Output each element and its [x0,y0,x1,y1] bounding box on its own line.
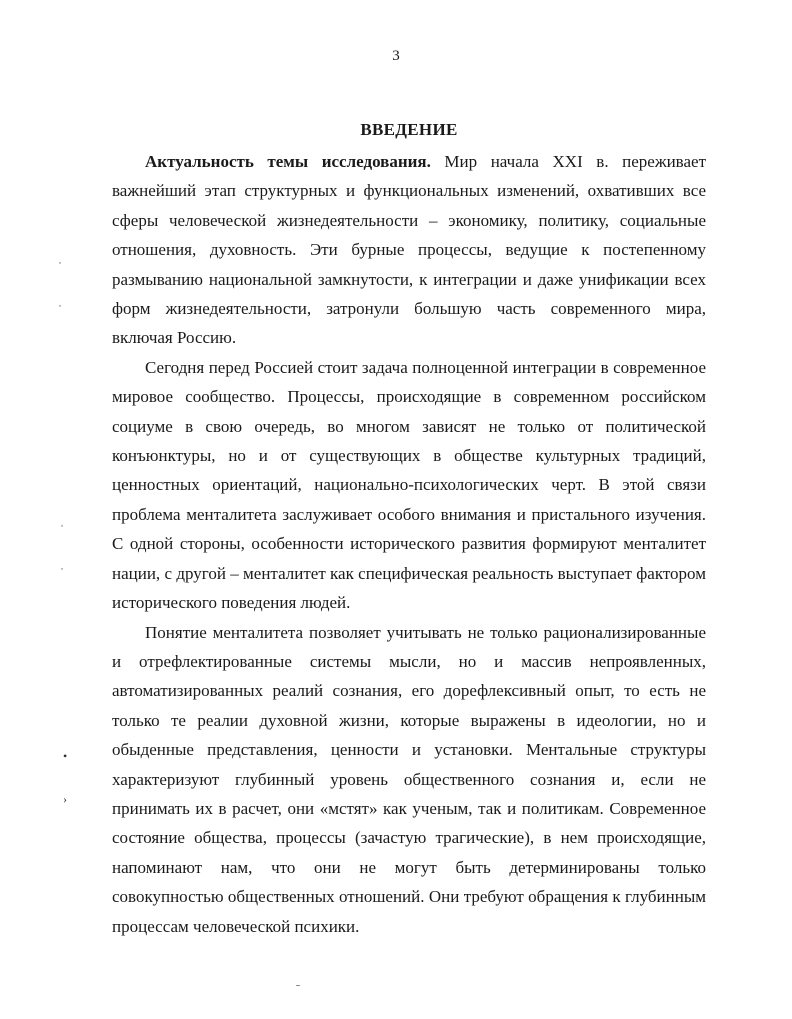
scan-speck: ˙ [58,302,62,316]
body-text [112,147,706,941]
paragraph-1-lead: Актуальность темы исследования. [145,152,431,171]
scan-speck: ˉ [296,981,300,995]
scan-speck: ˙ [60,522,64,536]
page-number: 3 [392,48,400,64]
scan-speck: › [63,792,67,806]
paragraph-2: Сегодня перед Россией стоит задача полноценной интеграции в современное мировое сообщество. Процессы, происходящие в современном российском социуме в свою очередь, во многом зависят не только от политической конъюнктуры, но и от существующих в обществе культурных традиций, ценностных ориентаций, национально-психологических черт. В этой связи проблема менталитета заслуживает особого внимания и пристального изучения. С одной стороны, особенности исторического развития формируют менталитет нации, с другой – менталитет как специфическая реальность выступает фактором исторического поведения людей. [112,357,706,613]
scan-speck: ˙ [58,259,62,273]
paragraph-3: Понятие менталитета позволяет учитывать не только рационализированные и отрефлектированные системы мысли, но и массив непроявленных, автоматизированных реалий сознания, его дорефлексивный опыт, то есть не только те реалии духовной жизни, которые выражены в идеологии, но и обыденные представления, ценности и установки. Ментальные структуры характеризуют глубинный уровень общественного сознания и, если не принимать их в расчет, они «мстят» как ученым, так и политикам. Современное состояние общества, процессы (зачастую трагические), в нем происходящие, напоминают нам, что они не могут быть детерминированы только совокупностью общественных отношений. Они требуют обращения к глубинным процессам человеческой психики. [112,622,706,936]
scan-speck: ˙ [60,565,64,579]
paragraph-1-text: Мир начала XXI в. переживает важнейший этап структурных и функциональных изменений, охвативших все сферы человеческой жизнедеятельности – экономику, политику, социальные отношения, духовность. Эти бурные процессы, ведущие к постепенному размыванию национальной замкнутости, к интеграции и даже унификации всех форм жизнедеятельности, затронули большую часть современного мира, включая Россию. [112,152,707,348]
page-title: ВВЕДЕНИЕ [360,120,458,139]
paragraph-1 [112,147,706,353]
scan-speck: • [63,749,68,763]
